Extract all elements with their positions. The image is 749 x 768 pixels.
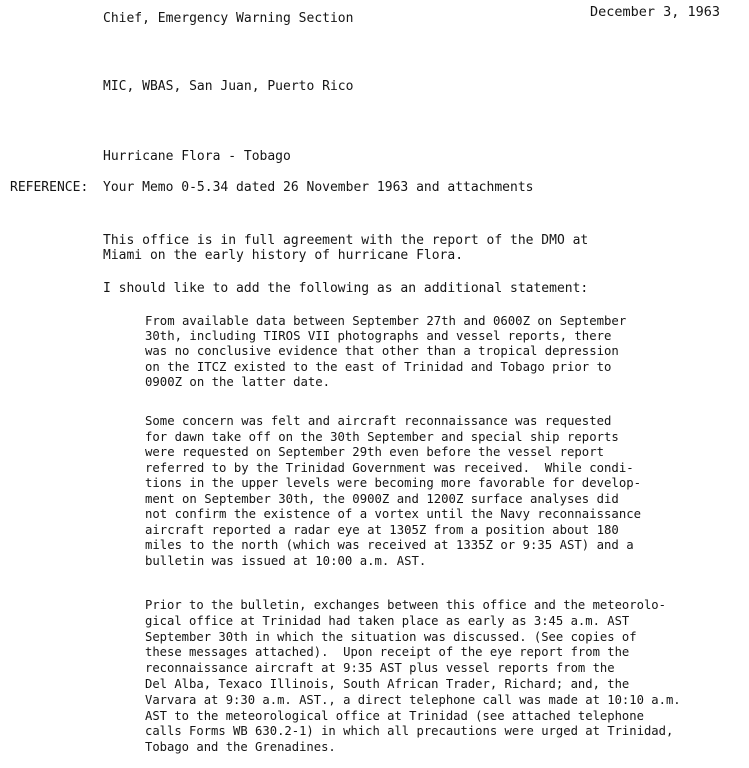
memo-date: December 3, 1963: [590, 4, 721, 20]
memo-subject: Hurricane Flora - Tobago: [103, 149, 291, 164]
memo-to-line: Chief, Emergency Warning Section: [103, 11, 354, 26]
memo-from-line: MIC, WBAS, San Juan, Puerto Rico: [103, 79, 354, 94]
reference-text: Your Memo 0-5.34 dated 26 November 1963 and attachments: [103, 180, 534, 195]
body-paragraph-1: This office is in full agreement with the report of the DMO at Miami on the early history of hurricane Flora.: [103, 233, 589, 264]
body-paragraph-3: From available data between September 27th and 0600Z on September 30th, including TIROS VII photographs and vessel reports, there was no conclusive evidence that other than a tropical depression on the ITCZ existed to the east of Trinidad and Tobago prior to 0900Z on the latter date.: [145, 314, 627, 389]
body-paragraph-5: Prior to the bulletin, exchanges between this office and the meteorolo- gical office at Trinidad had taken place as early as 3:45 a.m. AST September 30th in which the situation was discussed. (See copies of these messages attached). Upon receipt of the eye report from the reconnaissance aircraft at 9:35 AST plus vessel reports from the Del Alba, Texaco Illinois, South African Trader, Richard; and, the Varvara at 9:30 a.m. AST., a direct telephone call was made at 10:10 a.m. AST to the meteorological office at Trinidad (see attached telephone calls Forms WB 630.2-1) in which all precautions were urged at Trinidad, Tobago and the Grenadines.: [145, 598, 681, 755]
reference-label: REFERENCE:: [10, 180, 89, 195]
body-paragraph-4: Some concern was felt and aircraft reconnaissance was requested for dawn take off on the 30th September and special ship reports were requested on September 29th even before the vessel report referred to by the Trinidad Government was received. While condi- tions in the upper levels were becoming more favorable for develop- ment on September 30th, the 0900Z and 1200Z surface analyses did not confirm the existence of a vortex until the Navy reconnaissance aircraft reported a radar eye at 1305Z from a position about 180 miles to the north (which was received at 1335Z or 9:35 AST) and a bulletin was issued at 10:00 a.m. AST.: [145, 414, 642, 568]
body-paragraph-2: I should like to add the following as an additional statement:: [103, 281, 589, 296]
